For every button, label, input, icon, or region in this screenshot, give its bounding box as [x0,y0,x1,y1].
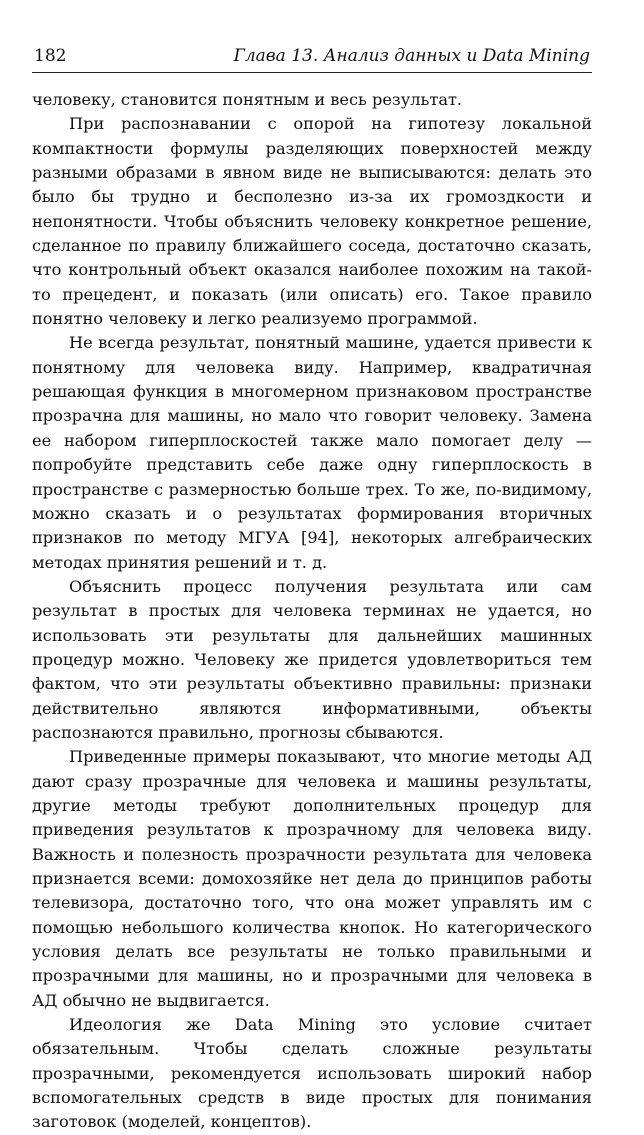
paragraph: Не всегда результат, понятный машине, удается привести к понятному для человека виду. Например, квадратичная решающая функция в многомерном признаковом пространстве прозрачна для машины, но мало что говорит человеку. Замена ее набором гиперплоскостей также мало помогает делу — попробуйте представить себе даже одну гиперплоскость в пространстве с размерностью больше трех. То же, по-видимому, можно сказать и о результатах формирования вторичных признаков по методу МГУА [94], некоторых алгебраических методах принятия решений и т. д. [32,333,592,572]
page-number: 182 [34,46,67,66]
paragraph: Объяснить процесс получения результата или сам результат в простых для человека терминах не удается, но использовать эти результаты для дальнейших машинных процедур можно. Человеку же придется удовлетвориться тем фактом, что эти результаты объективно правильны: признаки действительно являются информативными, объекты распознаются правильно, прогнозы сбываются. [32,576,592,742]
paragraph: Приведенные примеры показывают, что многие методы АД дают сразу прозрачные для человека и машины результаты, другие методы требуют дополнительных процедур для приведения результатов к прозрачному для человека виду. Важность и полезность прозрачности результата для человека признается всеми: домохозяйке нет дела до принципов работы телевизора, достаточно того, что она может управлять им с помощью небольшого количества кнопок. Но категорического условия делать все результаты не только правильными и прозрачными для машины, но и прозрачными для человека в АД обычно не выдвигается. [32,747,592,1010]
paragraph: При распознавании с опорой на гипотезу локальной компактности формулы разделяющих поверхностей между разными образами в явном виде не выписываются: делать это было бы трудно и бесполезно из-за их громоздкости и непонятности. Чтобы объяснить человеку конкретное решение, сделанное по правилу ближайшего соседа, достаточно сказать, что контрольный объект оказался наиболее похожим на такой-то прецедент, и показать (или описать) его. Такое правило понятно человеку и легко реализуемо программой. [32,114,592,329]
running-title: Глава 13. Анализ данных и Data Mining [233,46,590,66]
paragraph: Идеология же Data Mining это условие считает обязательным. Чтобы сделать сложные результаты прозрачными, рекомендуется использовать широкий набор вспомогательных средств в виде простых для понимания заготовок (моделей, концептов). [32,1015,592,1132]
page-header [32,46,592,73]
body-text [32,88,592,1135]
paragraph-continuation: человеку, становится понятным и весь результат. [32,90,463,109]
